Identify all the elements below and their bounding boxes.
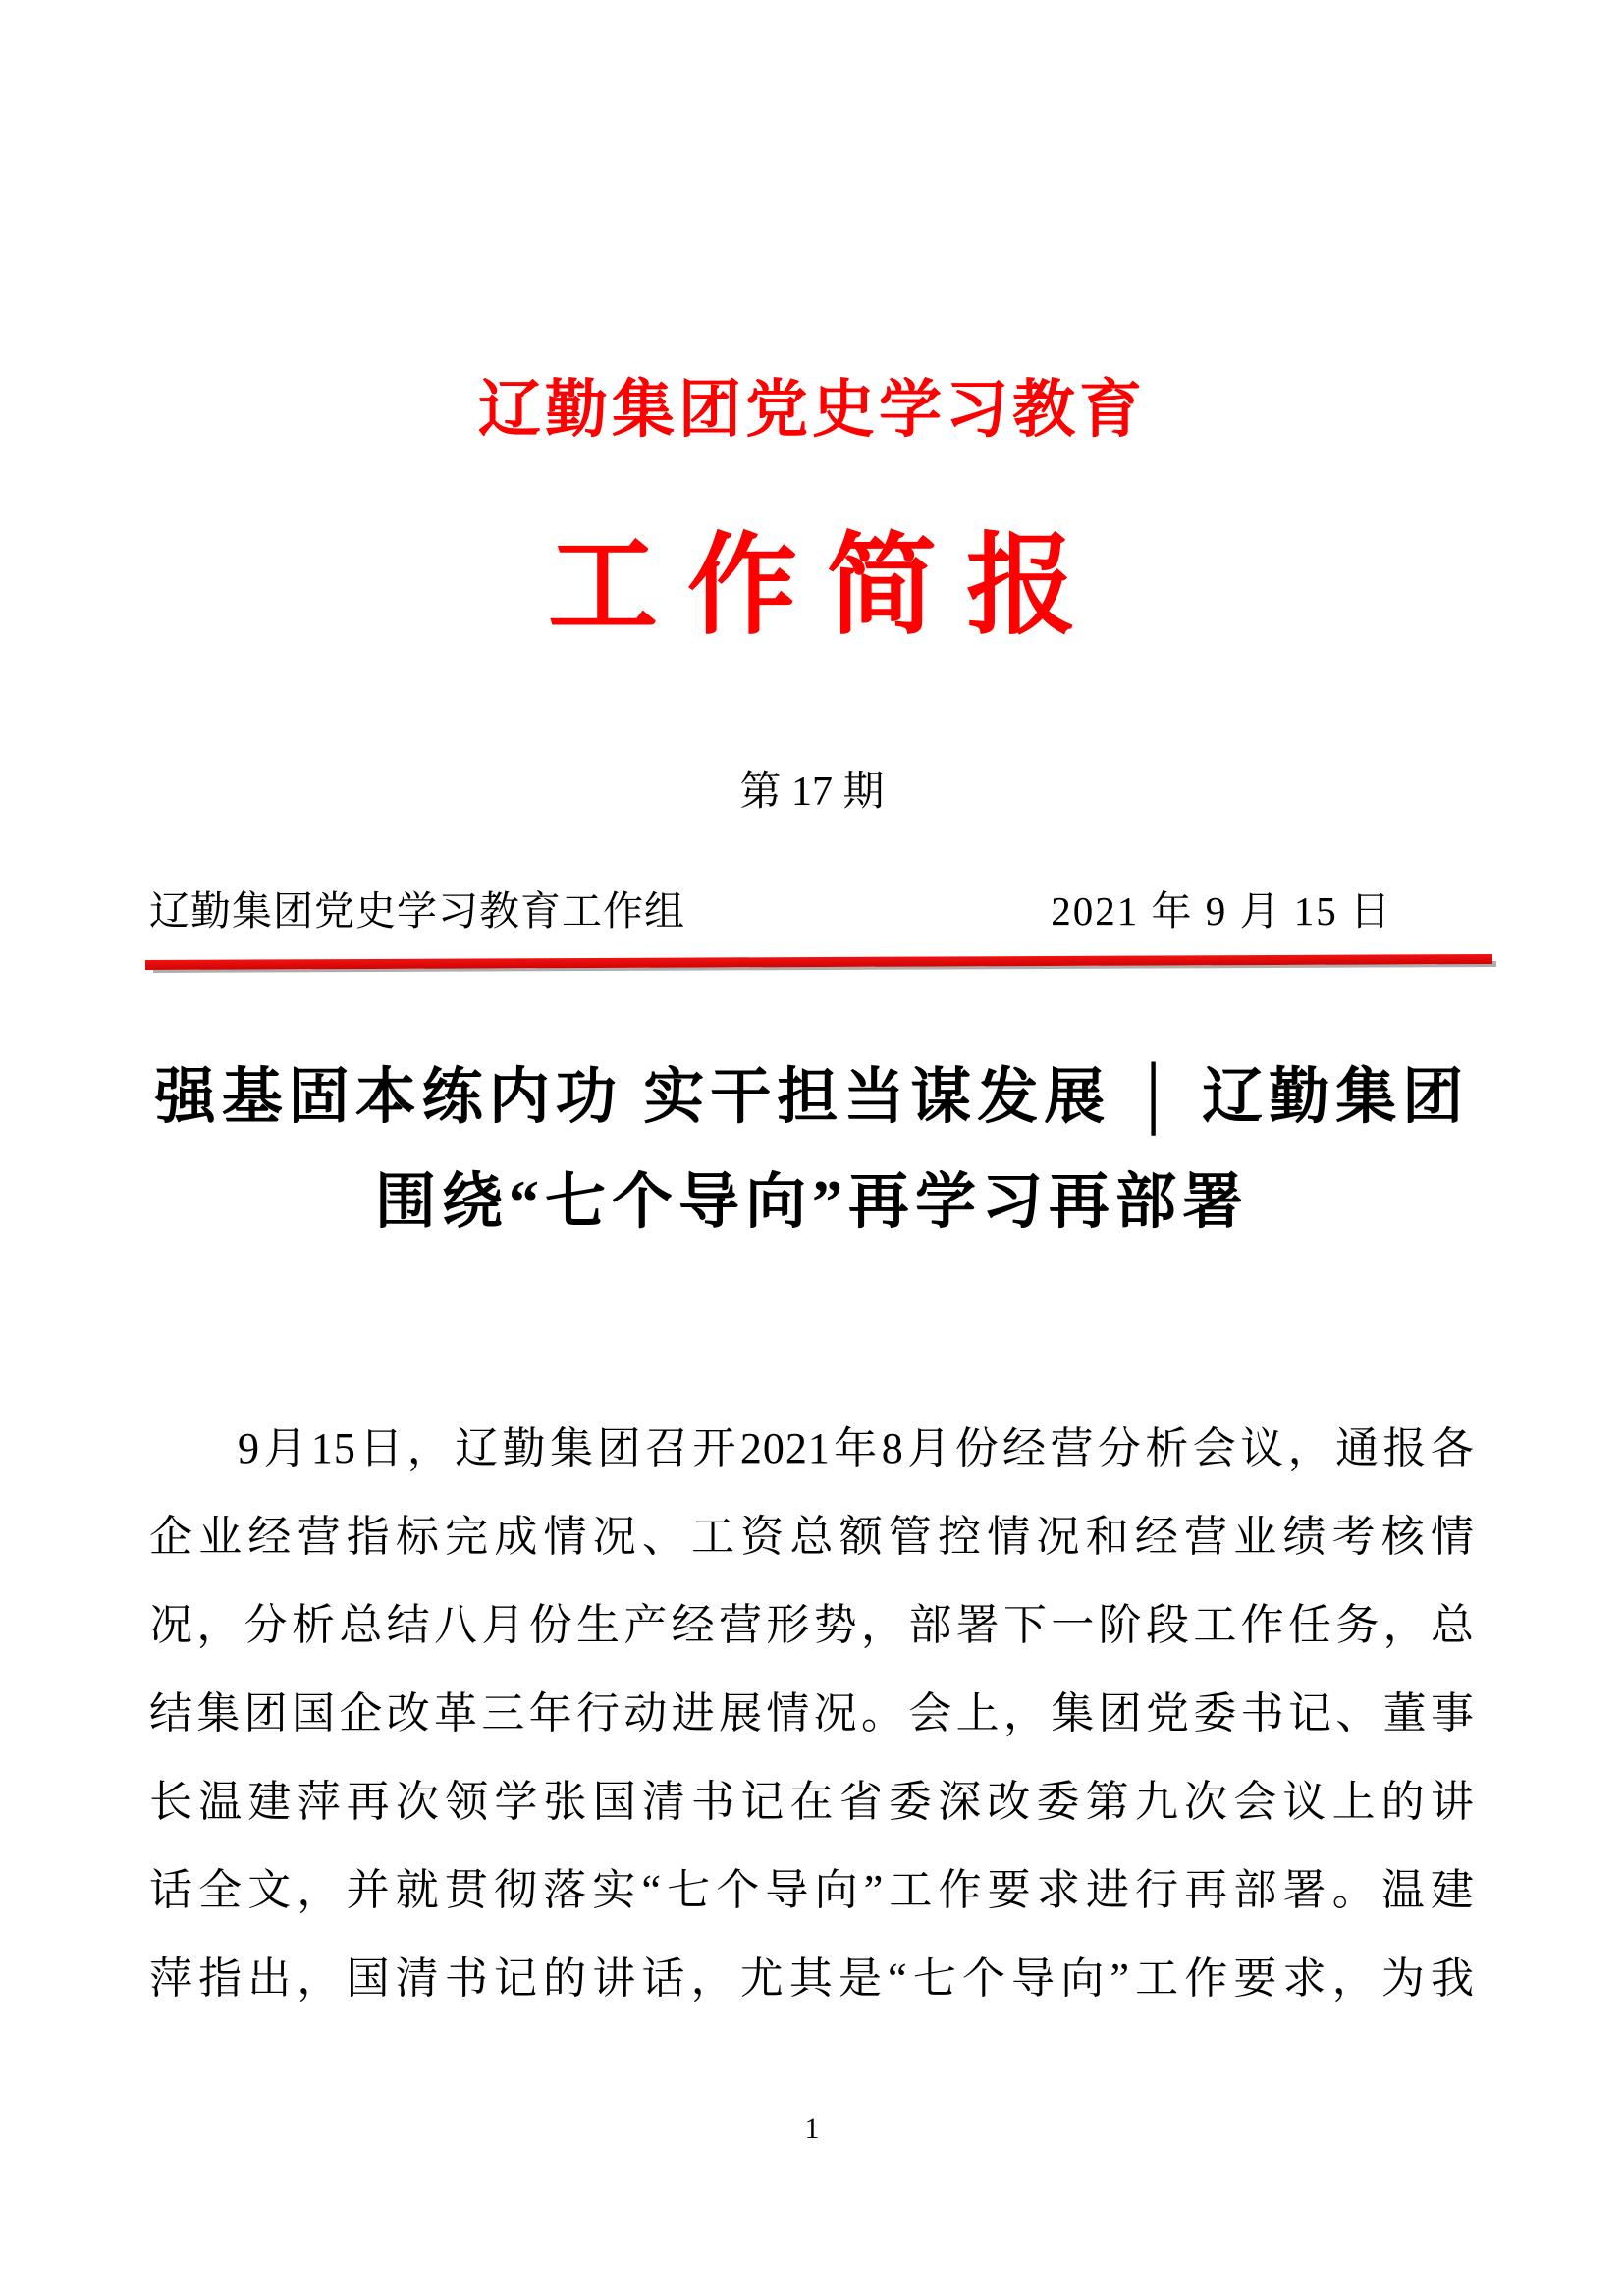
red-divider-line (145, 954, 1492, 970)
body-text-line: 9月15日，辽勤集团召开2021年8月份经营分析会议，通报各 (238, 1423, 1475, 1472)
body-text-line: 话全文，并就贯彻落实“七个导向”工作要求进行再部署。温建 (149, 1865, 1475, 1914)
headline-line-1: 强基固本练内功 实干担当谋发展 │ 辽勤集团 (154, 1064, 1470, 1132)
body-text-line: 企业经营指标完成情况、工资总额管控情况和经营业绩考核情 (149, 1512, 1475, 1561)
page-number: 1 (804, 2112, 820, 2145)
headline-line-2: 围绕“七个导向”再学习再部署 (374, 1169, 1249, 1237)
body-text-line: 萍指出，国清书记的讲话，尤其是“七个导向”工作要求，为我 (149, 1953, 1475, 2002)
article-body (149, 1405, 1475, 2023)
document-supertitle: 辽勤集团党史学习教育 (478, 375, 1146, 445)
body-text-line: 长温建萍再次领学张国清书记在省委深改委第九次会议上的讲 (149, 1777, 1475, 1826)
masthead-date: 2021 年 9 月 15 日 (1051, 888, 1392, 934)
body-text-line: 结集团国企改革三年行动进展情况。会上，集团党委书记、董事 (149, 1688, 1475, 1737)
masthead-row (149, 889, 1475, 934)
body-text-line: 况，分析总结八月份生产经营形势，部署下一阶段工作任务，总 (149, 1600, 1475, 1649)
red-divider-rule (145, 957, 1492, 975)
issue-number: 第 17 期 (739, 770, 885, 815)
article-headline (149, 1045, 1475, 1255)
masthead-organization: 辽勤集团党史学习教育工作组 (149, 888, 685, 934)
document-main-title: 工作简报 (548, 526, 1106, 648)
